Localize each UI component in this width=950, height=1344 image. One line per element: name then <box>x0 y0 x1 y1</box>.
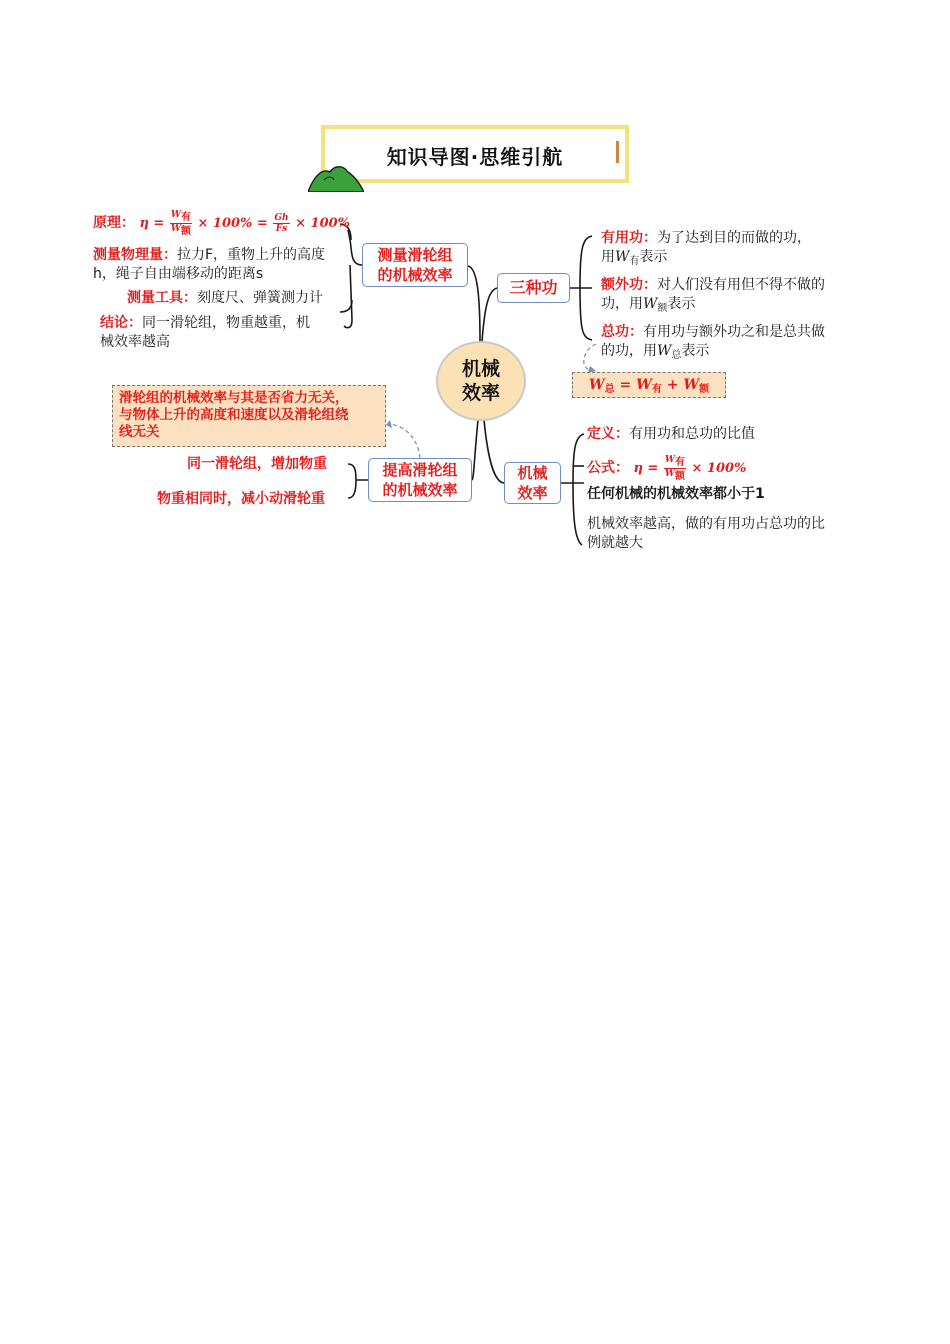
bracket-efficiency <box>561 434 584 545</box>
node-improve-label1: 提高滑轮组 <box>382 461 458 479</box>
note-line2: 与物体上升的高度和速度以及滑轮组绕 <box>119 407 349 423</box>
total-work-formula-box: $W_总 = W_有 + W_额$ <box>572 372 726 398</box>
extra-row2: 功，用$W_额$表示 <box>601 296 696 314</box>
node-three-works: 三种功 <box>497 273 570 303</box>
conclusion-row2: 械效率越高 <box>100 334 170 350</box>
formula-label: 公式： <box>587 460 629 476</box>
improve-note-box <box>112 385 386 447</box>
bracket-measure <box>344 230 362 328</box>
node-eff-label1: 机械 <box>517 464 548 482</box>
extra-row1 <box>601 276 825 295</box>
quantity-text1: 拉力F，重物上升的高度 <box>177 247 326 263</box>
useful-row2: 用$W_有$表示 <box>601 249 668 267</box>
efficiency-formula: η = $\frac{\text{W有}}{\text{W额}}$ × 100% <box>633 455 747 482</box>
higher-text2: 例就越大 <box>587 535 643 551</box>
node-measure-efficiency <box>362 243 468 287</box>
dashed-arrow-note <box>390 424 420 458</box>
principle-label: 原理： <box>93 215 135 231</box>
node-improve-efficiency <box>368 458 472 502</box>
definition-label: 定义： <box>587 426 629 442</box>
hill-icon <box>308 162 364 192</box>
improve-item2: 物重相同时，减小动滑轮重 <box>157 491 325 507</box>
center-line1: 机械 <box>461 358 500 380</box>
bracket-improve <box>348 464 368 498</box>
improve-item1: 同一滑轮组，增加物重 <box>187 456 327 472</box>
tools-text: 刻度尺、弹簧测力计 <box>197 290 323 306</box>
node-improve-label2: 的机械效率 <box>382 481 458 499</box>
total-row2: 的功，用$W_总$表示 <box>601 343 710 361</box>
page-title: 知识导图·思维引航 <box>386 145 564 169</box>
extra-text1: 对人们没有用但不得不做的 <box>657 277 825 293</box>
definition-text: 有用功和总功的比值 <box>629 426 755 442</box>
connector-center-three <box>482 288 497 342</box>
connector-center-measure <box>468 266 480 342</box>
useful-label: 有用功： <box>601 230 657 246</box>
conclusion-label: 结论： <box>100 315 142 331</box>
useful-text1: 为了达到目的而做的功， <box>657 230 811 246</box>
definition-row <box>587 425 755 444</box>
node-measure-label1: 测量滑轮组 <box>377 246 453 264</box>
less-than-one-text: 任何机械的机械效率都小于1 <box>587 486 765 502</box>
dashed-arrow-total <box>584 344 596 370</box>
connector-center-improve <box>472 420 478 480</box>
bracket-three <box>570 236 592 340</box>
node-mechanical-efficiency <box>504 462 561 504</box>
conclusion-text1: 同一滑轮组，物重越重，机 <box>142 315 310 331</box>
conclusion-row1 <box>100 314 310 333</box>
formula-row <box>587 455 746 482</box>
extra-label: 额外功： <box>601 277 657 293</box>
connector-center-efficiency <box>484 420 504 483</box>
center-node <box>436 341 526 421</box>
note-line1: 滑轮组的机械效率与其是否省力无关， <box>119 390 349 406</box>
node-eff-label2: 效率 <box>517 484 548 502</box>
higher-text1: 机械效率越高，做的有用功占总功的比 <box>587 516 825 532</box>
quantity-label: 测量物理量： <box>93 247 177 263</box>
note-line3: 线无关 <box>119 424 160 440</box>
quantity-row1 <box>93 246 325 265</box>
node-measure-label2: 的机械效率 <box>377 266 453 284</box>
principle-formula: η = $\frac{\text{W有}}{\text{W额}}$ × 100% = $\frac{Gh}{Fs}$ × 100% <box>139 210 351 237</box>
total-row1 <box>601 323 825 342</box>
useful-row1 <box>601 229 811 248</box>
tools-label: 测量工具： <box>127 290 197 306</box>
title-banner <box>321 125 629 183</box>
center-line2: 效率 <box>461 382 500 404</box>
total-label: 总功： <box>601 324 643 340</box>
tools-row <box>127 289 323 308</box>
principle-row <box>93 210 350 237</box>
total-text1: 有用功与额外功之和是总共做 <box>643 324 825 340</box>
quantity-row2: h，绳子自由端移动的距离s <box>93 266 264 282</box>
banner-accent <box>616 141 619 163</box>
